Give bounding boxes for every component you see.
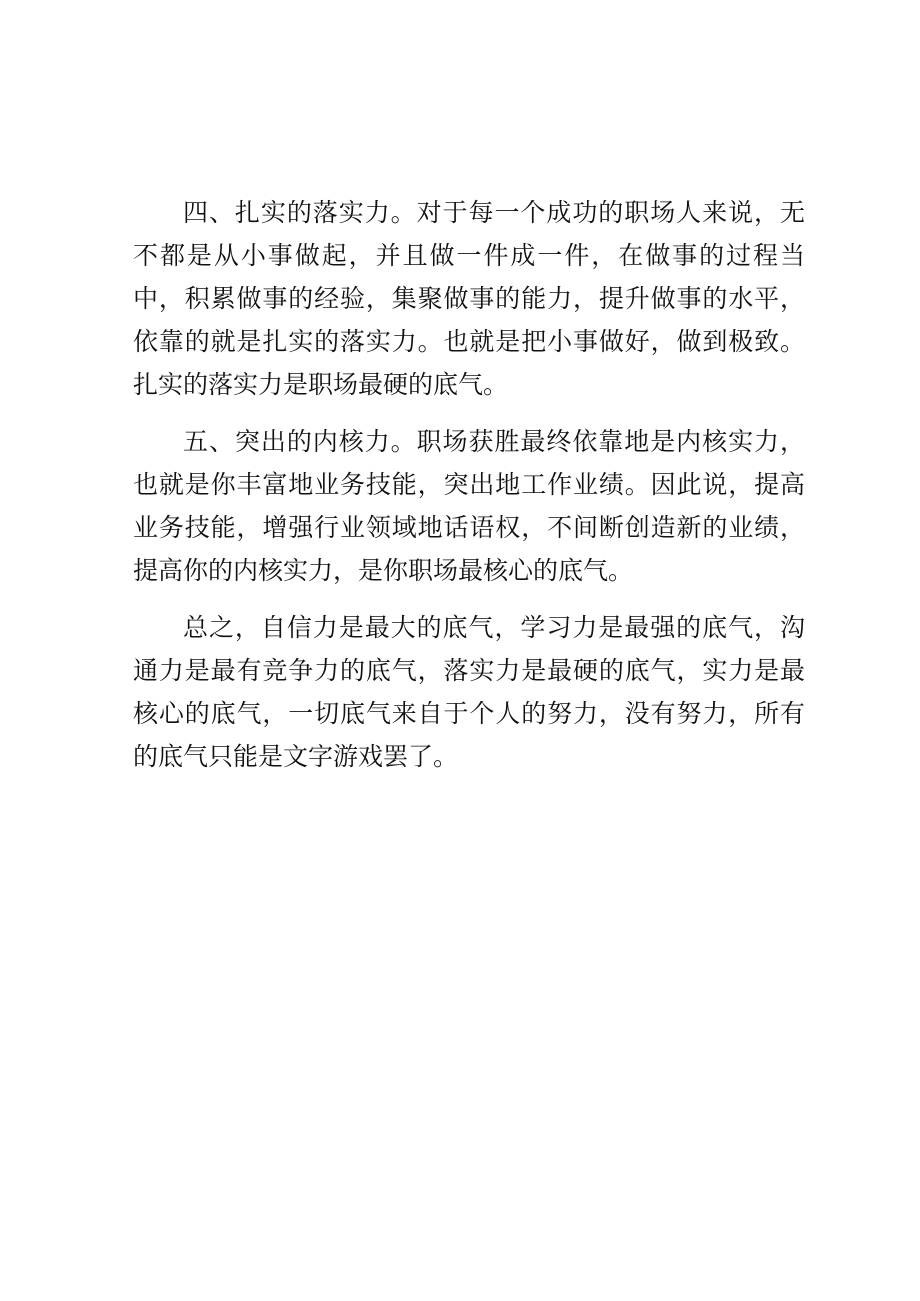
paragraph-conclusion: 总之，自信力是最大的底气，学习力是最强的底气，沟通力是最有竞争力的底气，落实力是最硬的底气，实力是最核心的底气，一切底气来自于个人的努力，没有努力，所有的底气只能是文字游戏罢了。 — [133, 613, 805, 771]
paragraph-neiheli: 五、突出的内核力。职场获胜最终依靠地是内核实力，也就是你丰富地业务技能，突出地工作业绩。因此说，提高业务技能，增强行业领域地话语权，不间断创造新的业绩，提高你的内核实力，是你职场最核心的底气。 — [133, 427, 805, 585]
paragraph-luoshili: 四、扎实的落实力。对于每一个成功的职场人来说，无不都是从小事做起，并且做一件成一件，在做事的过程当中，积累做事的经验，集聚做事的能力，提升做事的水平，依靠的就是扎实的落实力。也就是把小事做好，做到极致。扎实的落实力是职场最硬的底气。 — [133, 198, 805, 399]
document-body — [133, 191, 805, 792]
